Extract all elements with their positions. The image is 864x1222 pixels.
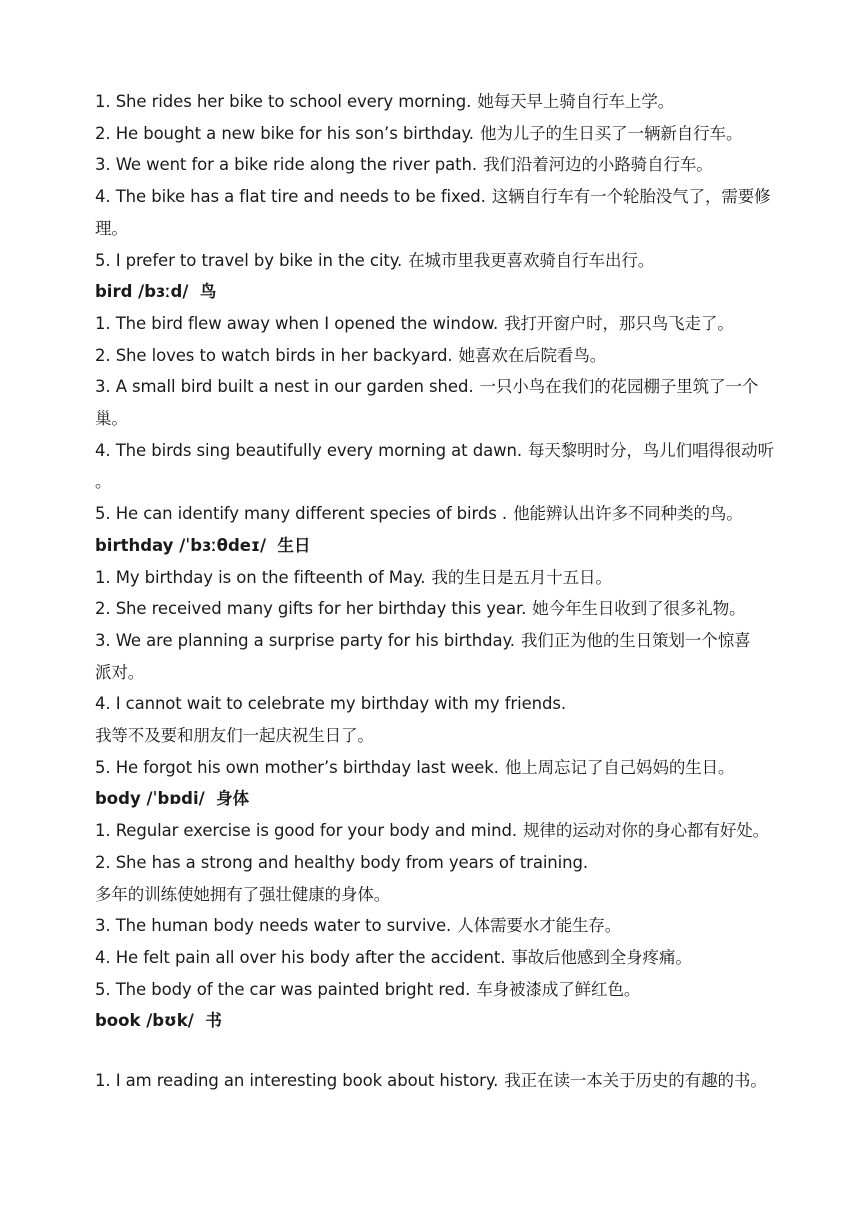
sentence-cn: 在城市里我更喜欢骑自行车出行。 <box>408 250 655 270</box>
vocabulary-list <box>95 86 785 1097</box>
headword-book <box>95 1005 785 1037</box>
sentence-cn: 我正在读一本关于历史的有趣的书。 <box>504 1071 767 1091</box>
sentence <box>95 625 785 657</box>
headword-meaning: 书 <box>205 1011 222 1031</box>
headword-word: body <box>95 789 141 809</box>
sentence-continuation: 多年的训练使她拥有了强壮健康的身体。 <box>95 884 391 904</box>
sentence-en: 1. My birthday is on the fifteenth of May. <box>95 567 426 587</box>
headword-ipa: /ˈbɒdi/ <box>146 789 205 809</box>
headword-word: bird <box>95 282 133 302</box>
sentence-cn: 事故后他感到全身疼痛。 <box>511 947 692 967</box>
sentence <box>95 910 785 942</box>
sentence <box>95 942 785 974</box>
sentence-en: 5. I prefer to travel by bike in the city. <box>95 250 403 270</box>
headword-ipa: /bɜːd/ <box>138 282 189 302</box>
sentence-en: 3. We are planning a surprise party for his birthday. <box>95 630 515 650</box>
sentence <box>95 435 785 467</box>
sentence-cn: 他为儿子的生日买了一辆新自行车。 <box>479 123 743 143</box>
sentence <box>95 149 785 181</box>
sentence-continuation: 理。 <box>95 218 128 238</box>
sentence-en: 4. The bike has a flat tire and needs to be fixed. <box>95 187 486 207</box>
sentence <box>95 974 785 1006</box>
sentence <box>95 308 785 340</box>
sentence <box>95 498 785 530</box>
headword-word: book <box>95 1011 141 1031</box>
sentence-en: 1. I am reading an interesting book about history. <box>95 1071 499 1091</box>
headword-bird <box>95 276 785 308</box>
sentence-cn: 他能辨认出许多不同种类的鸟。 <box>513 504 743 524</box>
sentence-cn: 我们正为他的生日策划一个惊喜 <box>520 630 751 650</box>
headword-body <box>95 783 785 815</box>
sentence-en: 5. He can identify many different species of birds . <box>95 504 508 524</box>
sentence-cn: 我打开窗户时，那只鸟飞走了。 <box>504 313 734 333</box>
headword-meaning: 生日 <box>277 535 311 555</box>
sentence-en: 3. We went for a bike ride along the river path. <box>95 155 478 175</box>
headword-meaning: 鸟 <box>199 282 217 302</box>
sentence-en: 2. She received many gifts for her birthday this year. <box>95 599 527 619</box>
sentence-cn: 她每天早上骑自行车上学。 <box>477 92 675 111</box>
sentence <box>95 245 785 277</box>
sentence <box>95 593 785 625</box>
sentence-en: 5. He forgot his own mother’s birthday last week. <box>95 757 499 777</box>
sentence <box>95 847 785 879</box>
headword-ipa: /ˈbɜːθdeɪ/ <box>179 535 266 555</box>
headword-birthday <box>95 530 785 562</box>
headword-ipa: /bʊk/ <box>146 1011 194 1031</box>
sentence-en: 3. A small bird built a nest in our garden shed. <box>95 377 474 397</box>
sentence-continuation: 。 <box>95 472 112 492</box>
sentence-cn: 车身被漆成了鲜红色。 <box>476 979 641 999</box>
sentence <box>95 815 785 847</box>
sentence-en: 4. The birds sing beautifully every morning at dawn. <box>95 440 522 460</box>
headword-word: birthday <box>95 535 174 555</box>
sentence-en: 1. Regular exercise is good for your body and mind. <box>95 821 518 841</box>
sentence <box>95 118 785 150</box>
sentence-cn: 每天黎明时分，鸟儿们唱得很动听 <box>527 440 774 460</box>
sentence-continuation: 我等不及要和朋友们一起庆祝生日了。 <box>95 726 374 746</box>
sentence-en: 4. He felt pain all over his body after the accident. <box>95 947 506 967</box>
sentence-en: 3. The human body needs water to survive. <box>95 916 452 936</box>
sentence-en: 2. She has a strong and healthy body from years of training. <box>95 852 589 872</box>
sentence <box>95 371 785 403</box>
sentence-cn: 他上周忘记了自己妈妈的生日。 <box>504 757 735 777</box>
sentence-en: 1. She rides her bike to school every morning. <box>95 92 472 111</box>
sentence-cn: 人体需要水才能生存。 <box>457 916 622 936</box>
sentence-cn: 她喜欢在后院看鸟。 <box>458 345 607 365</box>
headword-meaning: 身体 <box>216 789 250 809</box>
sentence-en: 1. The bird flew away when I opened the window. <box>95 313 499 333</box>
sentence-cn: 规律的运动对你的身心都有好处。 <box>523 821 770 841</box>
sentence-cn: 我们沿着河边的小路骑自行车。 <box>483 155 713 175</box>
sentence-en: 4. I cannot wait to celebrate my birthday with my friends. <box>95 694 566 714</box>
sentence-cn: 一只小鸟在我们的花园棚子里筑了一个 <box>479 377 759 397</box>
sentence-en: 2. She loves to watch birds in her backyard. <box>95 345 453 365</box>
sentence-cn: 她今年生日收到了很多礼物。 <box>532 599 746 619</box>
sentence <box>95 340 785 372</box>
sentence <box>95 688 785 720</box>
sentence-cn: 这辆自行车有一个轮胎没气了，需要修 <box>491 187 771 207</box>
sentence-continuation: 巢。 <box>95 409 128 429</box>
sentence <box>95 562 785 594</box>
sentence-continuation: 派对。 <box>95 662 145 682</box>
sentence <box>95 752 785 784</box>
sentence <box>95 86 785 118</box>
sentence <box>95 181 785 213</box>
sentence-en: 5. The body of the car was painted bright red. <box>95 979 471 999</box>
spacer <box>95 1037 785 1065</box>
sentence-cn: 我的生日是五月十五日。 <box>431 567 612 587</box>
sentence-en: 2. He bought a new bike for his son’s birthday. <box>95 123 474 143</box>
sentence <box>95 1065 785 1097</box>
